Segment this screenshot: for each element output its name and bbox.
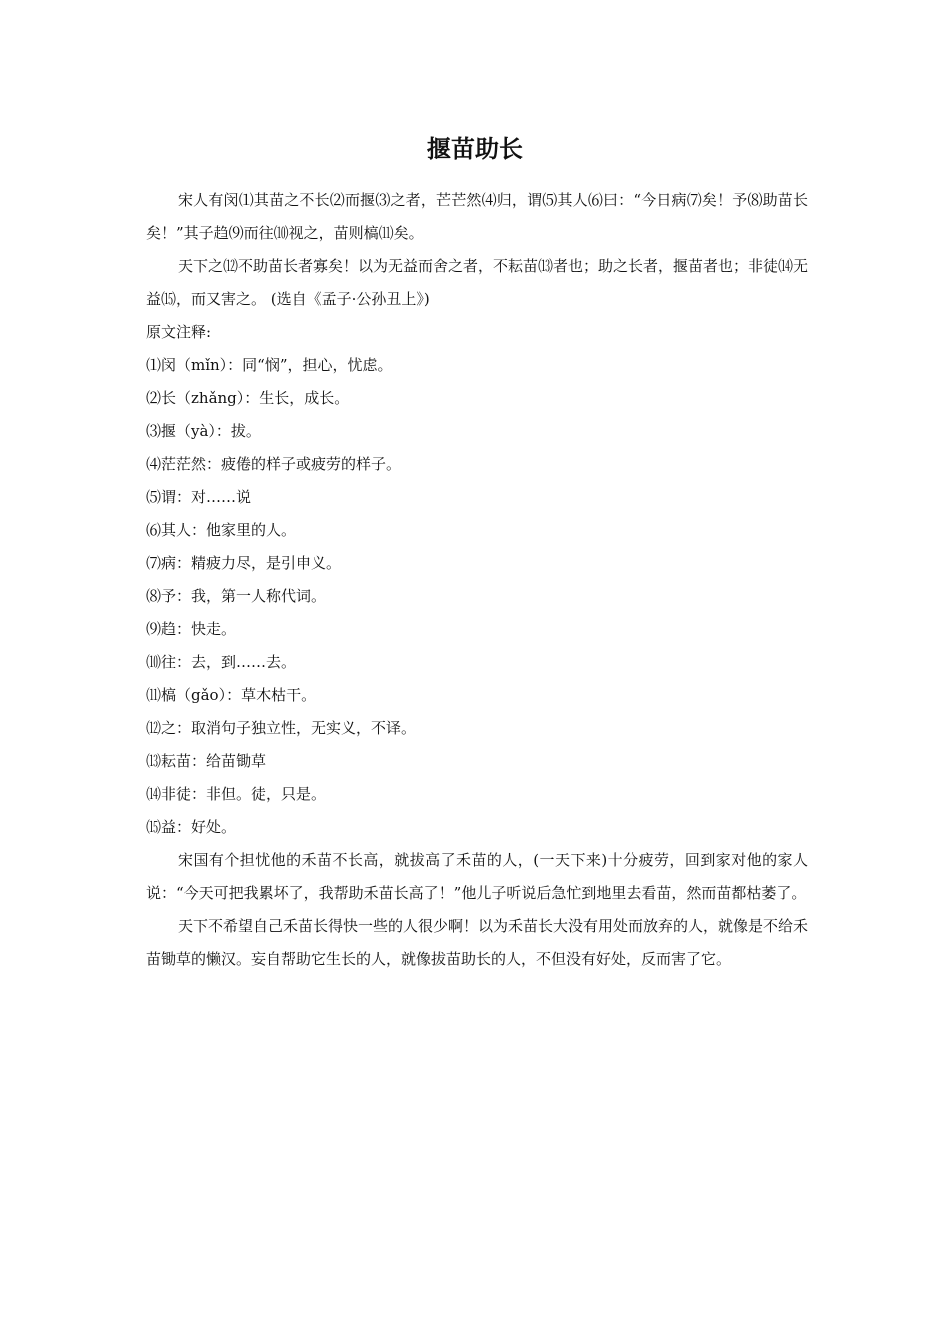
note-item: ⑽往：去，到……去。 [146, 653, 297, 671]
document-body [146, 184, 808, 976]
note-item: ⒀耘苗：给苗锄草 [146, 752, 267, 770]
note-item: ⑶揠（yà）：拔。 [146, 422, 261, 440]
note-item: ⑿之：取消句子独立性，无实义，不译。 [146, 719, 417, 737]
note-item: ⑸谓：对……说 [146, 488, 252, 506]
note-item: ⑺病：精疲力尽，是引申义。 [146, 554, 342, 572]
note-item: ⑼趋：快走。 [146, 620, 237, 638]
translation-paragraph: 天下不希望自己禾苗长得快一些的人很少啊！以为禾苗长大没有用处而放弃的人，就像是不给禾苗锄草的懒汉。妄自帮助它生长的人，就像拔苗助长的人，不但没有好处，反而害了它。 [146, 917, 809, 968]
note-item: ⑹其人：他家里的人。 [146, 521, 297, 539]
original-paragraph: 宋人有闵⑴其苗之不长⑵而揠⑶之者，芒芒然⑷归，谓⑸其人⑹曰：“今日病⑺矣！予⑻助苗长矣！”其子趋⑼而往⑽视之，苗则槁⑾矣。 [146, 191, 808, 242]
original-paragraph: 天下之⑿不助苗长者寡矣！以为无益而舍之者，不耘苗⒀者也；助之长者，揠苗者也；非徒⒁无益⒂，而又害之。 (选自《孟子·公孙丑上》) [146, 257, 809, 308]
note-item: ⑷茫茫然：疲倦的样子或疲劳的样子。 [146, 455, 402, 473]
note-item: ⑻予：我，第一人称代词。 [146, 587, 327, 605]
note-item: ⒁非徒：非但。徒，只是。 [146, 785, 327, 803]
notes-heading: 原文注释: [146, 323, 212, 341]
note-item: ⒂益：好处。 [146, 818, 237, 836]
note-item: ⑾槁（gǎo）：草木枯干。 [146, 686, 317, 704]
translation-paragraph: 宋国有个担忧他的禾苗不长高，就拔高了禾苗的人，(一天下来)十分疲劳，回到家对他的家人说：“今天可把我累坏了，我帮助禾苗长高了！”他儿子听说后急忙到地里去看苗，然而苗都枯萎了。 [146, 851, 808, 902]
note-item: ⑴闵（mǐn）：同“悯”，担心，忧虑。 [146, 356, 393, 374]
note-item: ⑵长（zhǎng）：生长，成长。 [146, 389, 350, 407]
page-title: 揠苗助长 [427, 135, 523, 163]
